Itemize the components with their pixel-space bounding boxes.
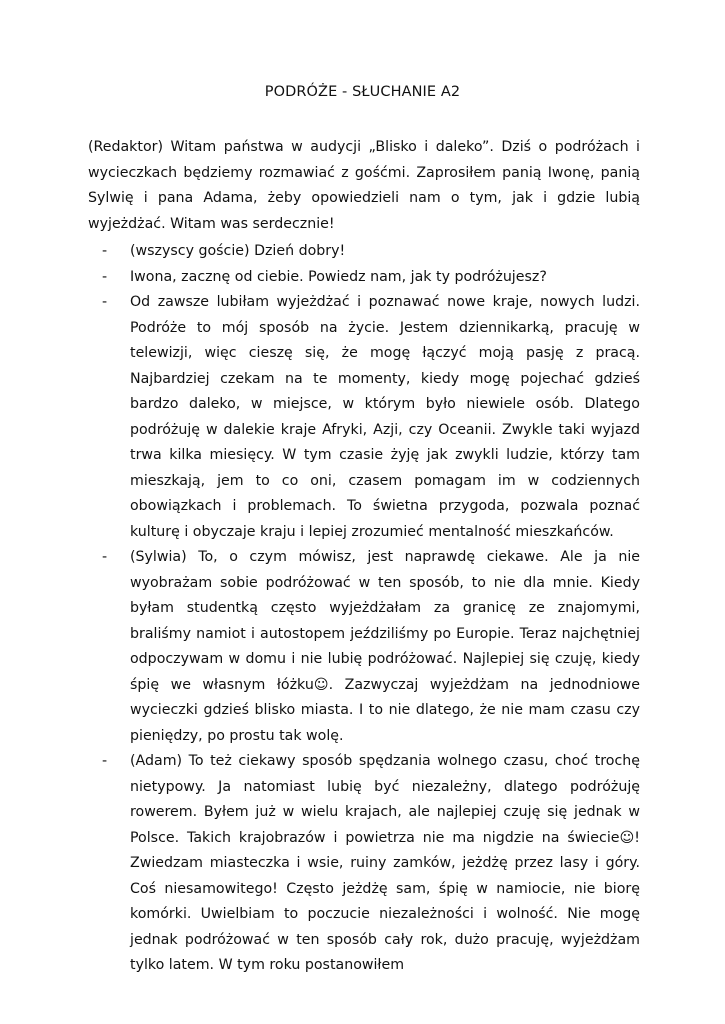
intro-paragraph: (Redaktor) Witam państwa w audycji „Blisko i daleko”. Dziś o podróżach i wycieczkach będziemy rozmawiać z gośćmi. Zaprosiłem panią Iwonę, panią Sylwię i pana Adama, żeby opowiedzieli nam o tym, jak i gdzie lubią wyjeżdżać. Witam was serdecznie! [88, 139, 640, 232]
document-body [88, 135, 640, 979]
document-title: PODRÓŻE - SŁUCHANIE A2 [264, 84, 461, 100]
list-item [88, 290, 640, 545]
list-item-text: Iwona, zacznę od ciebie. Powiedz nam, jak ty podróżujesz? [130, 268, 547, 285]
list-item-text: (wszyscy goście) Dzień dobry! [130, 243, 346, 259]
dialogue-list [88, 239, 640, 979]
dash-bullet: - [102, 753, 108, 769]
dash-bullet: - [102, 294, 108, 310]
list-item [88, 545, 640, 749]
list-item [88, 239, 640, 265]
dash-bullet: - [102, 268, 108, 285]
dash-bullet: - [102, 243, 108, 259]
list-item [88, 749, 640, 979]
list-item-text: (Adam) To też ciekawy sposób spędzania wolnego czasu, choć trochę nietypowy. Ja natomiast lubię być niezależny, dlatego podróżuję rowerem. Byłem już w wielu krajach, ale najlepiej czuję się jednak w Polsce. Takich krajobrazów i powietrza nie ma nigdzie na świecie☺! Zwiedzam miasteczka i wsie, ruiny zamków, jeżdżę przez lasy i góry. Coś niesamowitego! Często jeżdżę sam, śpię w namiocie, nie biorę komórki. Uwielbiam to poczucie niezależności i wolność. Nie mogę jednak podróżować w ten sposób cały rok, dużo pracuję, wyjeżdżam tylko latem. W tym roku postanowiłem [130, 753, 640, 973]
dash-bullet: - [102, 549, 108, 565]
list-item-text: (Sylwia) To, o czym mówisz, jest naprawdę ciekawe. Ale ja nie wyobrażam sobie podróżować w ten sposób, to nie dla mnie. Kiedy byłam studentką często wyjeżdżałam za granicę ze znajomymi, braliśmy namiot i autostopem jeździliśmy po Europie. Teraz najchętniej odpoczywam w domu i nie lubię podróżować. Najlepiej się czuję, kiedy śpię we własnym łóżku☺. Zazwyczaj wyjeżdżam na jednodniowe wycieczki gdzieś blisko miasta. I to nie dlatego, że nie mam czasu czy pieniędzy, po prostu tak wolę. [130, 549, 640, 744]
list-item [88, 265, 640, 291]
list-item-text: Od zawsze lubiłam wyjeżdżać i poznawać nowe kraje, nowych ludzi. Podróże to mój sposób na życie. Jestem dziennikarką, pracuję w telewizji, więc cieszę się, że mogę łączyć moją pasję z pracą. Najbardziej czekam na te momenty, kiedy mogę pojechać gdzieś bardzo daleko, w miejsce, w którym było niewiele osób. Dlatego podróżuję w dalekie kraje Afryki, Azji, czy Oceanii. Zwykle taki wyjazd trwa kilka miesięcy. W tym czasie żyję jak zwykli ludzie, którzy tam mieszkają, jem to co oni, czasem pomagam im w codziennych obowiązkach i problemach. To świetna przygoda, pozwala poznać kulturę i obyczaje kraju i lepiej zrozumieć mentalność mieszkańców. [130, 294, 640, 540]
